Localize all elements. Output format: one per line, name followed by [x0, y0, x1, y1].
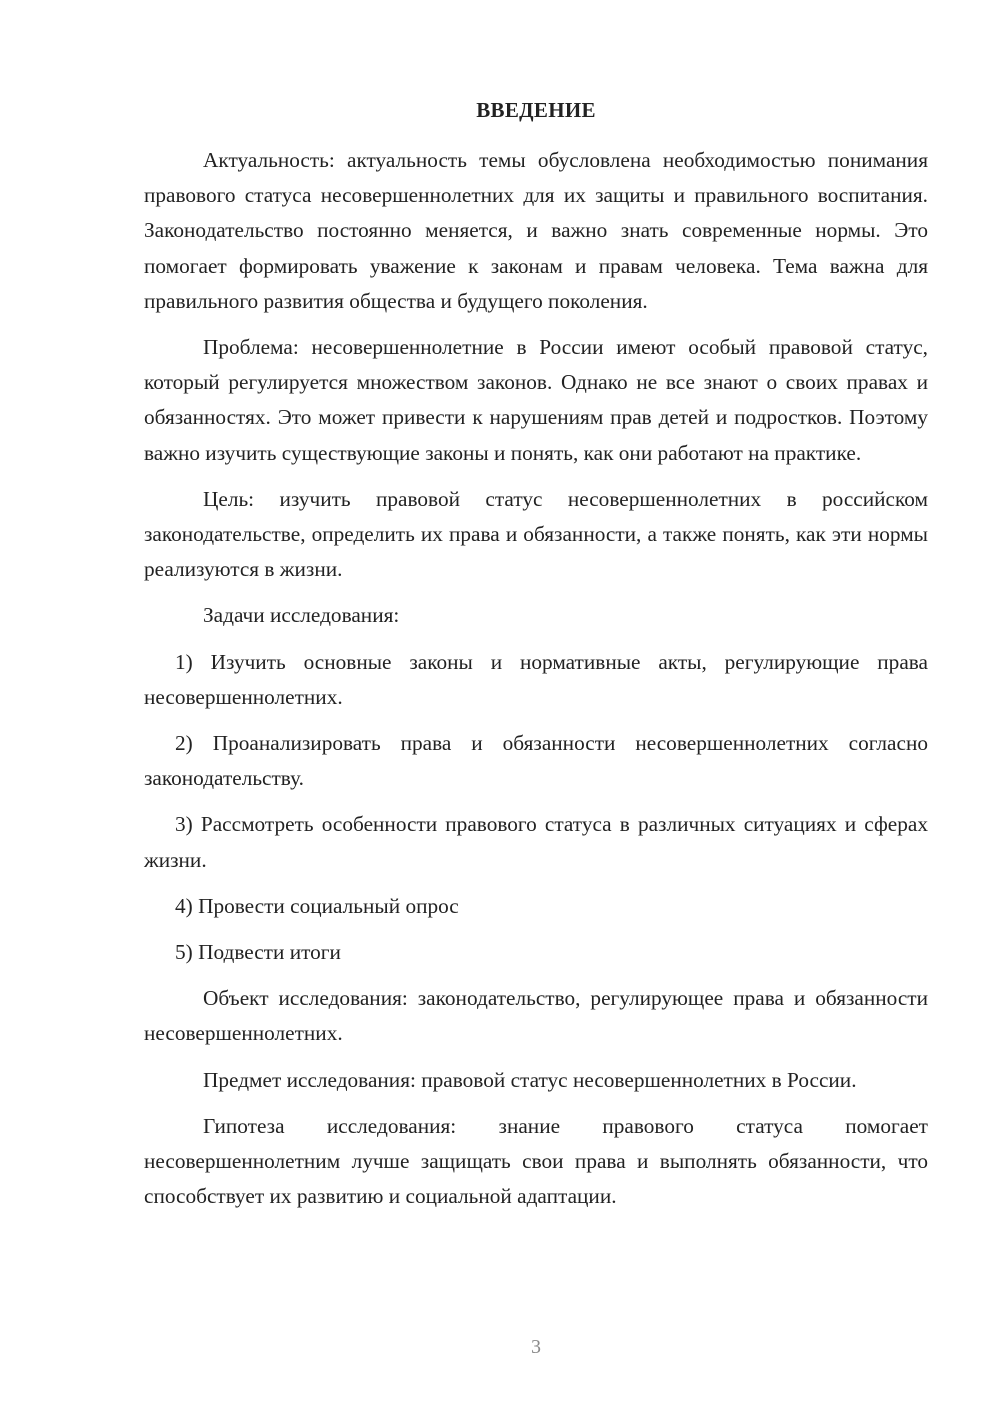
page-number: 3: [531, 1336, 541, 1358]
object-paragraph: Объект исследования: законодательство, регулирующее права и обязанности несовершеннолетних.: [144, 986, 928, 1046]
task-item: 1) Изучить основные законы и нормативные акты, регулирующие права несовершеннолетних.: [144, 649, 928, 709]
task-item: 5) Подвести итоги: [175, 940, 341, 965]
task-item: 2) Проанализировать права и обязанности несовершеннолетних согласно законодательству.: [144, 731, 928, 791]
problem-paragraph: Проблема: несовершеннолетние в России имеют особый правовой статус, который регулируется множеством законов. Однако не все знают о своих правах и обязанностях. Это может привести к нарушениям прав детей и подростков. Поэтому важно изучить существующие законы и понять, как они работают на практике.: [144, 335, 928, 465]
tasks-title: Задачи исследования:: [203, 603, 400, 628]
task-item: 3) Рассмотреть особенности правового статуса в различных ситуациях и сферах жизни.: [144, 812, 928, 872]
goal-paragraph: Цель: изучить правовой статус несовершеннолетних в российском законодательстве, определить их права и обязанности, а также понять, как эти нормы реализуются в жизни.: [144, 486, 928, 582]
relevance-paragraph: Актуальность: актуальность темы обусловлена необходимостью понимания правового статуса несовершеннолетних для их защиты и правильного воспитания. Законодательство постоянно меняется, и важно знать современные нормы. Это помогает формировать уважение к законам и правам человека. Тема важна для правильного развития общества и будущего поколения.: [144, 148, 928, 313]
subject-paragraph: Предмет исследования: правовой статус несовершеннолетних в России.: [203, 1067, 857, 1092]
body-text: [144, 143, 928, 1225]
task-item: 4) Провести социальный опрос: [175, 893, 459, 918]
document-page: [144, 0, 928, 1414]
section-heading: ВВЕДЕНИЕ: [476, 98, 596, 122]
hypothesis-paragraph: Гипотеза исследования: знание правового статуса помогает несовершеннолетним лучше защищать свои права и выполнять обязанности, что способствует их развитию и социальной адаптации.: [144, 1113, 928, 1209]
